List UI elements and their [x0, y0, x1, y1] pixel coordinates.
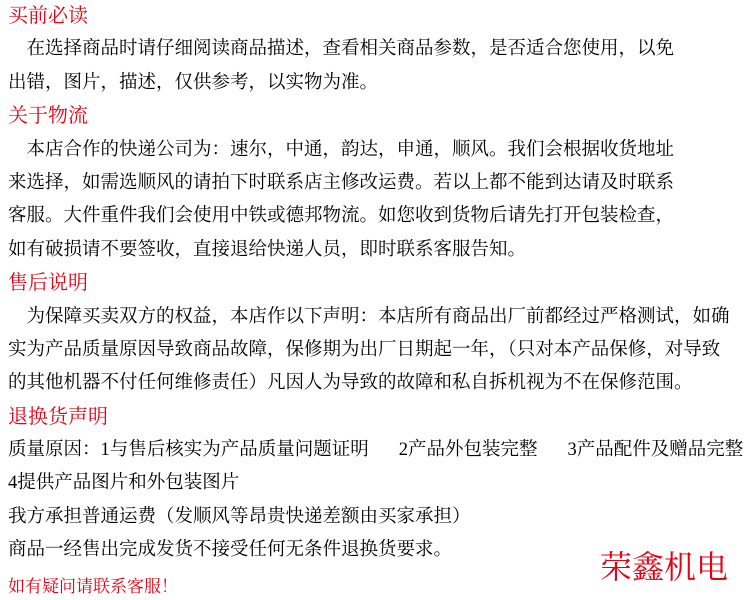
policy-document — [8, 0, 748, 599]
logistics-line: 本店合作的快递公司为：速尔，中通，韵达，申通，顺风。我们会根据收货地址 — [26, 139, 675, 160]
returns-line: 商品一经售出完成发货不接受任何无条件退换货要求。 — [8, 540, 453, 561]
after-sales-line: 的其他机器不付任何维修责任）凡因人为导致的故障和私自拆机视为不在保修范围。 — [8, 373, 693, 394]
purchase-notice-line: 出错，图片，描述，仅供参考，以实物为准。 — [8, 72, 379, 93]
section-heading-purchase-notice: 买前必读 — [8, 5, 88, 27]
returns-line: 4提供产品图片和外包装图片 — [8, 473, 240, 494]
section-heading-logistics: 关于物流 — [8, 105, 88, 128]
returns-line: 我方承担普通运费（发顺风等昂贵快递差额由买家承担） — [8, 506, 471, 527]
section-heading-after-sales: 售后说明 — [8, 272, 88, 295]
quality-reason-item: 3产品配件及赠品完整 — [567, 440, 744, 461]
logistics-line: 客服。大件重件我们会使用中铁或德邦物流。如您收到货物后请先打开包装检查， — [8, 206, 675, 227]
quality-reason-item: 质量原因：1与售后核实为产品质量问题证明 — [8, 440, 369, 461]
returns-quality-reasons — [8, 434, 748, 467]
after-sales-line: 为保障买卖双方的权益，本店作以下声明：本店所有商品出厂前都经过严格测试，如确 — [26, 306, 730, 327]
contact-notice: 如有疑问请联系客服！ — [8, 576, 178, 596]
shop-name: 荣鑫机电 — [600, 549, 729, 585]
quality-reason-item: 2产品外包装完整 — [398, 440, 538, 461]
purchase-notice-line: 在选择商品时请仔细阅读商品描述，查看相关商品参数，是否适合您使用，以免 — [26, 39, 675, 60]
after-sales-line: 实为产品质量原因导致商品故障，保修期为出厂日期起一年，（只对本产品保修，对导致 — [8, 339, 721, 360]
logistics-line: 如有破损请不要签收，直接退给快递人员，即时联系客服告知。 — [8, 239, 527, 260]
logistics-line: 来选择，如需选顺风的请拍下时联系店主修改运费。若以上都不能到达请及时联系 — [8, 172, 675, 193]
section-heading-returns: 退换货声明 — [8, 405, 108, 428]
